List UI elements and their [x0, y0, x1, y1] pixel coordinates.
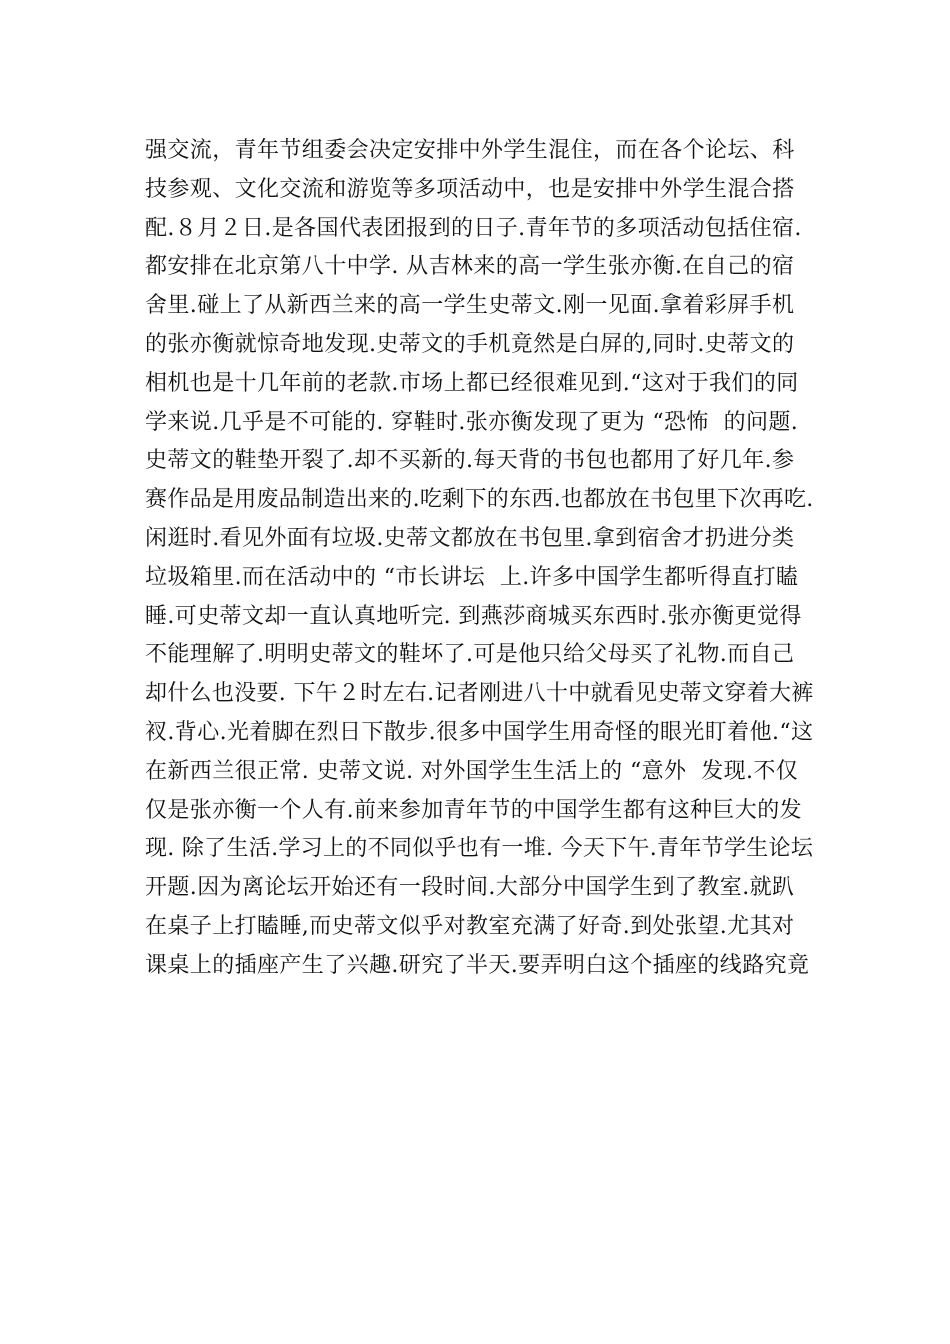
text-line: 舍里.碰上了从新西兰来的高一学生史蒂文.刚一见面.拿着彩屏手机 [145, 293, 795, 319]
text-line: 课桌上的插座产生了兴趣.研究了半天.要弄明白这个插座的线路究竟 [145, 952, 810, 978]
body-text [145, 132, 815, 986]
text-line: 都安排在北京第八十中学. 从吉林来的高一学生张亦衡.在自己的宿 [145, 254, 795, 280]
text-line: 史蒂文的鞋垫开裂了.却不买新的.每天背的书包也都用了好几年.参 [145, 448, 795, 474]
text-line: 仅是张亦衡一个人有.前来参加青年节的中国学生都有这种巨大的发 [145, 797, 802, 823]
text-line: 却什么也没要. 下午２时左右.记者刚进八十中就看见史蒂文穿着大裤 [145, 681, 814, 707]
text-line: 的张亦衡就惊奇地发现.史蒂文的手机竟然是白屏的,同时.史蒂文的 [145, 331, 795, 357]
text-line: 学来说.几乎是不可能的. 穿鞋时.张亦衡发现了更为 “恐怖 的问题. [145, 409, 799, 435]
text-line: 相机也是十几年前的老款.市场上都已经很难见到.“这对于我们的同 [145, 370, 799, 396]
text-line: 不能理解了.明明史蒂文的鞋坏了.可是他只给父母买了礼物.而自己 [145, 642, 795, 668]
text-line: 配.８月２日.是各国代表团报到的日子.青年节的多项活动包括住宿. [145, 215, 802, 241]
text-line: 闲逛时.看见外面有垃圾.史蒂文都放在书包里.拿到宿舍才扔进分类 [145, 525, 795, 551]
text-line: 技参观、文化交流和游览等多项活动中，也是安排中外学生混合搭 [145, 176, 795, 202]
text-line: 强交流，青年节组委会决定安排中外学生混住，而在各个论坛、科 [145, 138, 795, 163]
text-line: 在新西兰很正常. 史蒂文说. 对外国学生生活上的 “意外 发现.不仅 [145, 758, 799, 784]
text-line: 赛作品是用废品制造出来的.吃剩下的东西.也都放在书包里下次再吃. [145, 487, 814, 513]
text-line: 现. 除了生活.学习上的不同似乎也有一堆. 今天下午.青年节学生论坛 [145, 836, 814, 862]
text-line: 在桌子上打瞌睡,而史蒂文似乎对教室充满了好奇.到处张望.尤其对 [145, 913, 795, 939]
text-line: 开题.因为离论坛开始还有一段时间.大部分中国学生到了教室.就趴 [145, 875, 795, 901]
text-line: 衩.背心.光着脚在烈日下散步.很多中国学生用奇怪的眼光盯着他.“这 [145, 719, 814, 745]
text-line: 垃圾箱里.而在活动中的 “市长讲坛 上.许多中国学生都听得直打瞌 [145, 564, 799, 590]
text-line: 睡.可史蒂文却一直认真地听完. 到燕莎商城买东西时.张亦衡更觉得 [145, 603, 802, 629]
